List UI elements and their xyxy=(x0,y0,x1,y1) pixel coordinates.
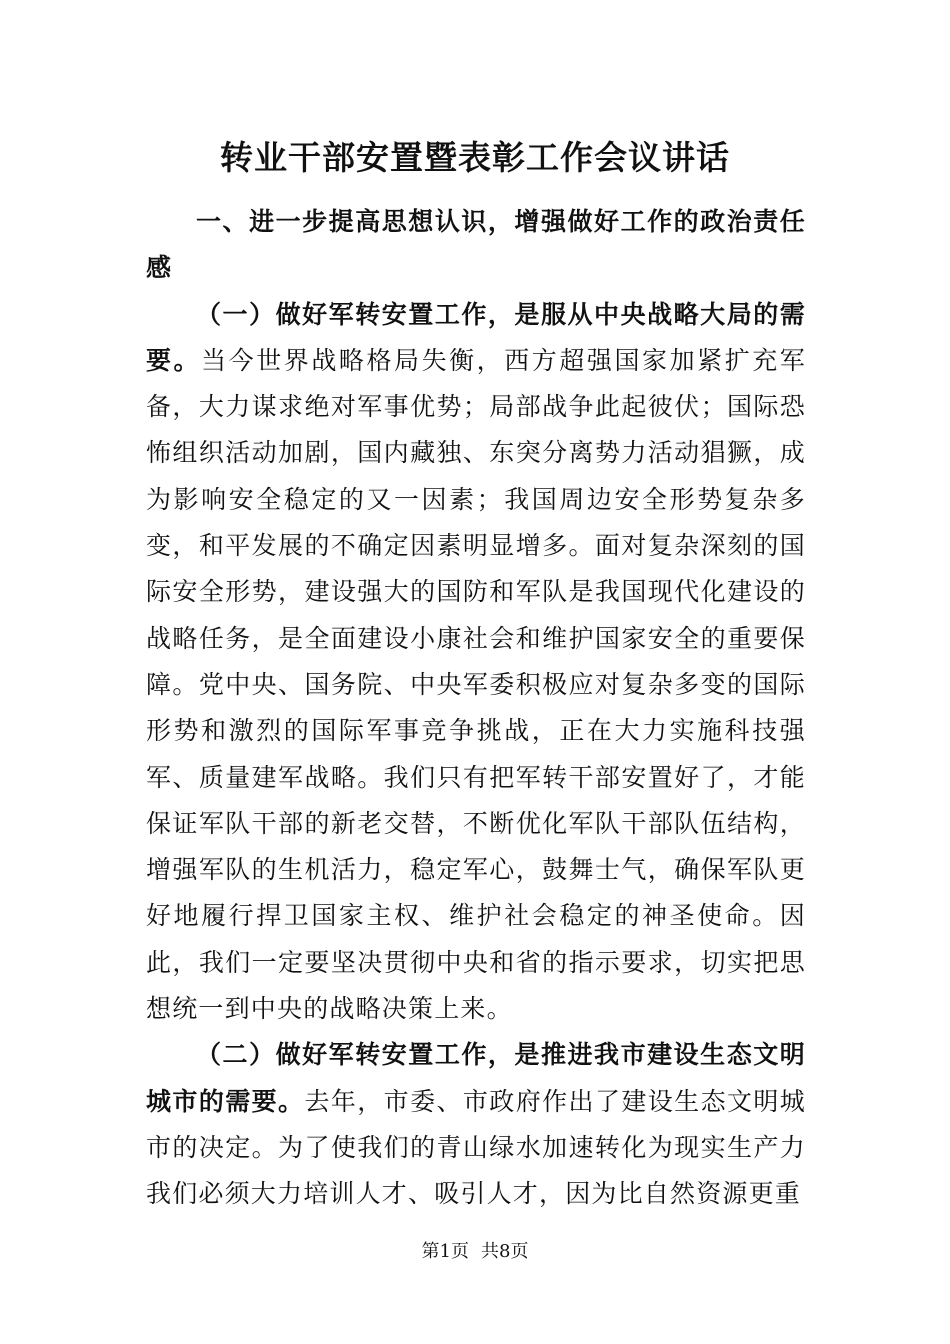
page-total: 共8页 xyxy=(481,1241,529,1262)
document-title: 转业干部安置暨表彰工作会议讲话 xyxy=(220,138,730,177)
paragraph-1-lead: （一）做好军转安置工作，是服从中央战略大局的需要。 xyxy=(146,299,806,375)
paragraph-2-text: 去年，市委、市政府作出了建设生态文明城市的决定。为了使我们的青山绿水加速转化为现实生产力我们必须大力培训人才、吸引人才，因为比自然资源更重 xyxy=(146,1086,806,1209)
page-footer xyxy=(0,1240,950,1264)
document-body xyxy=(146,199,806,1218)
paragraph-1 xyxy=(146,292,806,1033)
paragraph-1-text: 当今世界战略格局失衡，西方超强国家加紧扩充军备，大力谋求绝对军事优势；局部战争此起彼伏；国际恐怖组织活动加剧，国内藏独、东突分离势力活动猖獗，成为影响安全稳定的又一因素；我国周边安全形势复杂多变，和平发展的不确定因素明显增多。面对复杂深刻的国际安全形势，建设强大的国防和军队是我国现代化建设的战略任务，是全面建设小康社会和维护国家安全的重要保障。党中央、国务院、中央军委积极应对复杂多变的国际形势和激烈的国际军事竞争挑战，正在大力实施科技强军、质量建军战略。我们只有把军转干部安置好了，才能保证军队干部的新老交替，不断优化军队干部队伍结构，增强军队的生机活力，稳定军心，鼓舞士气，确保军队更好地履行捍卫国家主权、维护社会稳定的神圣使命。因此，我们一定要坚决贯彻中央和省的指示要求，切实把思想统一到中央的战略决策上来。 xyxy=(146,345,807,1024)
paragraph-2-lead: （二）做好军转安置工作，是推进我市建设生态文明城市的需要。 xyxy=(146,1040,806,1116)
section-heading: 一、进一步提高思想认识，增强做好工作的政治责任感 xyxy=(146,207,806,283)
page-number: 第1页 xyxy=(421,1241,469,1262)
paragraph-2 xyxy=(146,1032,806,1217)
